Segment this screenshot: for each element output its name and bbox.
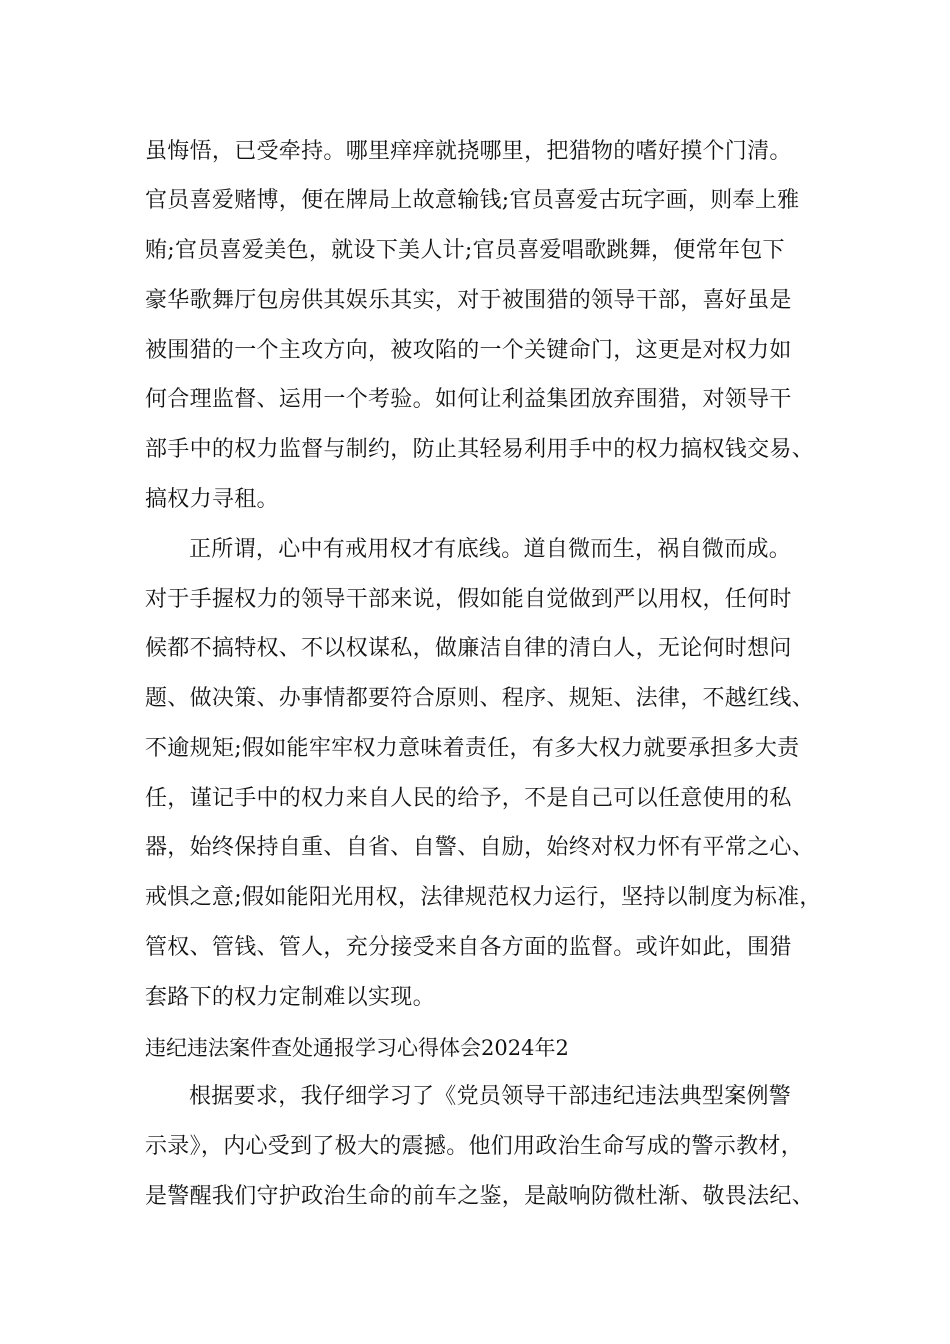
- paragraph-line: 根据要求，我仔细学习了《党员领导干部违纪违法典型案例警: [189, 1084, 792, 1109]
- section-title: 违纪违法案件查处通报学习心得体会2024年2: [145, 1036, 569, 1060]
- paragraph-line: 被围猎的一个主攻方向，被攻陷的一个关键命门，这更是对权力如: [145, 338, 792, 363]
- paragraph-line: 套路下的权力定制难以实现。: [145, 985, 435, 1010]
- paragraph-line: 题、做决策、办事情都要符合原则、程序、规矩、法律，不越红线、: [145, 686, 815, 711]
- paragraph-line: 虽悔悟，已受牵持。哪里痒痒就挠哪里，把猎物的嗜好摸个门清。: [145, 139, 792, 164]
- paragraph-line: 任，谨记手中的权力来自人民的给予，不是自己可以任意使用的私: [145, 786, 792, 811]
- paragraph-line: 是警醒我们守护政治生命的前车之鉴，是敲响防微杜渐、敬畏法纪、: [145, 1184, 815, 1209]
- paragraph-line: 不逾规矩;假如能牢牢权力意味着责任，有多大权力就要承担多大责: [145, 736, 800, 761]
- paragraph-line: 示录》，内心受到了极大的震撼。他们用政治生命写成的警示教材，: [145, 1134, 804, 1159]
- paragraph-line: 官员喜爱赌博，便在牌局上故意输钱;官员喜爱古玩字画，则奉上雅: [145, 188, 800, 213]
- paragraph-line: 候都不搞特权、不以权谋私，做廉洁自律的清白人，无论何时想问: [145, 636, 792, 661]
- paragraph-line: 戒惧之意;假如能阳光用权，法律规范权力运行，坚持以制度为标准，: [145, 885, 822, 910]
- paragraph-line: 管权、管钱、管人，充分接受来自各方面的监督。或许如此，围猎: [145, 935, 792, 960]
- paragraph-line: 部手中的权力监督与制约，防止其轻易利用手中的权力搞权钱交易、: [145, 437, 815, 462]
- paragraph-line: 器，始终保持自重、自省、自警、自励，始终对权力怀有平常之心、: [145, 835, 815, 860]
- paragraph-line: 贿;官员喜爱美色，就设下美人计;官员喜爱唱歌跳舞，便常年包下: [145, 238, 785, 263]
- paragraph-line: 对于手握权力的领导干部来说，假如能自觉做到严以用权，任何时: [145, 587, 792, 612]
- paragraph-line: 搞权力寻租。: [145, 487, 279, 512]
- paragraph-line: 豪华歌舞厅包房供其娱乐其实，对于被围猎的领导干部，喜好虽是: [145, 288, 792, 313]
- paragraph-line: 正所谓，心中有戒用权才有底线。道自微而生，祸自微而成。: [189, 537, 792, 562]
- paragraph-line: 何合理监督、运用一个考验。如何让利益集团放弃围猎，对领导干: [145, 387, 792, 412]
